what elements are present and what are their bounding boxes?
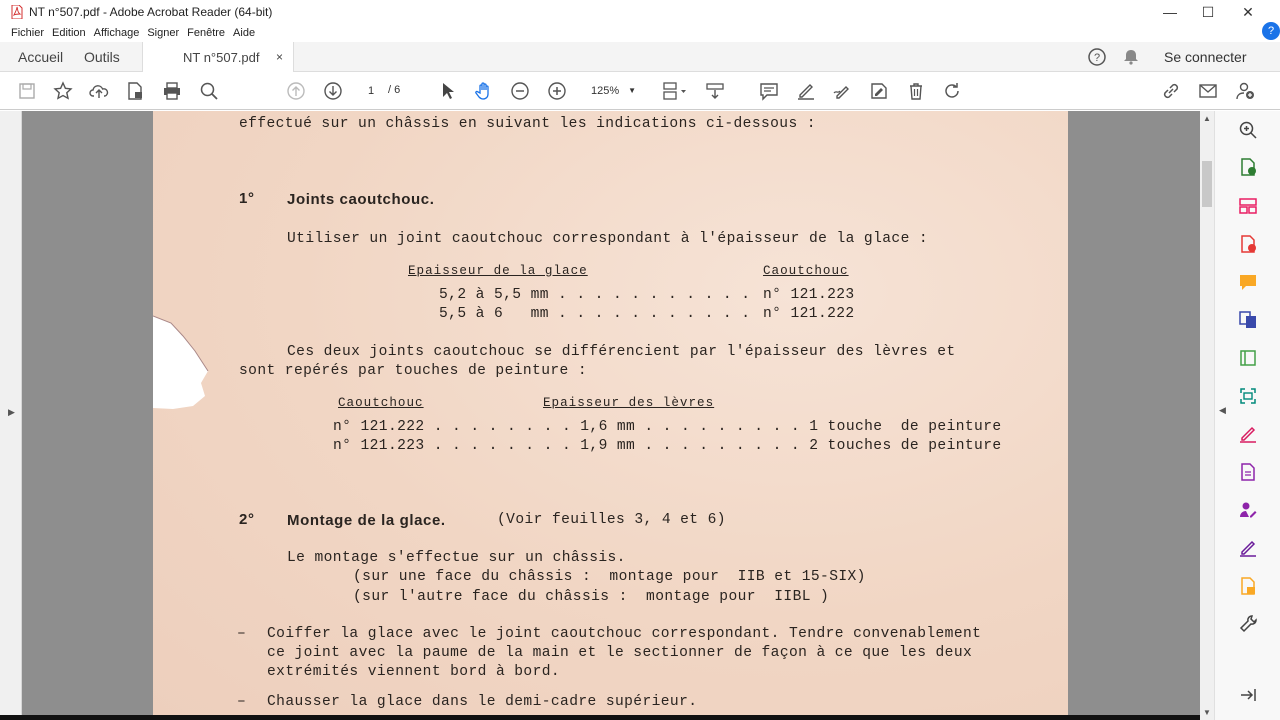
svg-text:?: ? — [1093, 52, 1101, 64]
create-pdf-icon[interactable] — [1236, 232, 1260, 256]
organize-pages-icon[interactable] — [1236, 194, 1260, 218]
scrollbar-thumb[interactable] — [1202, 161, 1212, 207]
vertical-scrollbar[interactable] — [1200, 111, 1214, 720]
window-titlebar — [0, 0, 1280, 24]
bookmark-star-icon[interactable] — [52, 80, 74, 102]
minimize-button[interactable]: — — [1163, 4, 1177, 20]
section1-para1: Utiliser un joint caoutchouc correspondant à l'épaisseur de la glace : — [287, 231, 929, 247]
pdf-page — [153, 111, 1068, 715]
tab-document[interactable] — [142, 42, 294, 73]
page-layout-icon[interactable] — [660, 80, 690, 102]
export-pdf-icon[interactable] — [1236, 155, 1260, 179]
expand-left-arrow-icon: ▶ — [8, 407, 15, 417]
menu-edition[interactable]: Edition — [52, 27, 86, 39]
table1-header-rubber: Caoutchouc — [763, 264, 849, 278]
section1-number: 1° — [239, 190, 255, 207]
table2-row1: n° 121.222 . . . . . . . . 1,6 mm . . . . . . . . . 1 touche de peinture — [333, 419, 1002, 435]
more-tools-icon[interactable] — [1236, 612, 1260, 636]
comment-tool-icon[interactable] — [1236, 270, 1260, 294]
table2-row2: n° 121.223 . . . . . . . . 1,9 mm . . . . . . . . . 2 touches de peinture — [333, 438, 1002, 454]
zoom-in-icon[interactable] — [546, 80, 568, 102]
table1-row1-label: 5,2 à 5,5 mm . . . . . . . . . . . — [439, 287, 751, 303]
compress-pdf-icon[interactable] — [1236, 346, 1260, 370]
table2-header-rubber: Caoutchouc — [338, 396, 424, 410]
section2-reference: (Voir feuilles 3, 4 et 6) — [497, 512, 726, 528]
page-number-input[interactable]: 1 — [367, 85, 375, 97]
section1-title: Joints caoutchouc. — [287, 191, 435, 208]
comment-icon[interactable] — [758, 80, 780, 102]
tab-outils[interactable]: Outils — [84, 49, 120, 65]
protect-document-icon[interactable] — [124, 80, 146, 102]
upload-cloud-icon[interactable] — [88, 80, 110, 102]
scan-ocr-icon[interactable] — [1236, 384, 1260, 408]
menu-fenetre[interactable]: Fenêtre — [187, 27, 226, 39]
section2-title: Montage de la glace. — [287, 512, 446, 529]
left-panel-toggle[interactable] — [0, 111, 22, 720]
combine-files-icon[interactable] — [1236, 308, 1260, 332]
email-envelope-icon[interactable] — [1197, 80, 1219, 102]
highlight-pen-icon[interactable] — [795, 80, 817, 102]
fill-and-sign-icon[interactable] — [1236, 422, 1260, 446]
table2-header-lips: Epaisseur des lèvres — [543, 396, 715, 410]
bullet1-dash: – — [237, 626, 247, 642]
page-total: / 6 — [388, 84, 401, 96]
menu-aide[interactable]: Aide — [233, 27, 256, 39]
window-title: NT n°507.pdf - Adobe Acrobat Reader (64-bit) — [29, 5, 273, 19]
scroll-mode-icon[interactable] — [704, 80, 726, 102]
chevron-down-icon: ▼ — [628, 86, 636, 95]
section2-para1: Le montage s'effectue sur un châssis. — [287, 550, 626, 566]
menu-fichier[interactable]: Fichier — [11, 27, 45, 39]
table1-row1-value: n° 121.223 — [763, 287, 855, 303]
bullet1-line1: Coiffer la glace avec le joint caoutchouc correspondant. Tendre convenablement — [267, 626, 982, 642]
scroll-down-arrow-icon[interactable]: ▼ — [1203, 708, 1211, 717]
collapse-panel-arrow-icon[interactable]: ◀ — [1219, 405, 1226, 415]
sign-in-link[interactable]: Se connecter — [1164, 49, 1247, 65]
rotate-icon[interactable] — [941, 80, 963, 102]
share-link-icon[interactable] — [1160, 80, 1182, 102]
table1-row2-value: n° 121.222 — [763, 306, 855, 322]
collapse-tools-pane-icon[interactable] — [1236, 683, 1260, 707]
section2-number: 2° — [239, 511, 255, 528]
torn-paper-corner — [153, 311, 213, 411]
zoom-tool-icon[interactable] — [1236, 118, 1260, 142]
zoom-value: 125% — [591, 85, 620, 97]
menu-bar — [0, 24, 1280, 42]
section2-para2: (sur une face du châssis : montage pour IIB et 15-SIX) — [353, 569, 866, 585]
save-icon[interactable] — [16, 80, 38, 102]
next-page-icon[interactable] — [322, 80, 344, 102]
intro-line: effectué sur un châssis en suivant les indications ci-dessous : — [239, 116, 816, 132]
prepare-form-icon[interactable] — [1236, 574, 1260, 598]
section1-para2-line2: sont repérés par touches de peinture : — [239, 363, 587, 379]
tab-accueil[interactable]: Accueil — [18, 49, 64, 65]
table1-row2-label: 5,5 à 6 mm . . . . . . . . . . . — [439, 306, 751, 322]
previous-page-icon[interactable] — [285, 80, 307, 102]
maximize-button[interactable]: ☐ — [1201, 3, 1215, 20]
section2-para3: (sur l'autre face du châssis : montage pour IIBL ) — [353, 589, 830, 605]
taskbar-edge — [0, 715, 1200, 720]
help-badge-icon[interactable]: ? — [1262, 22, 1280, 40]
print-icon[interactable] — [161, 80, 183, 102]
scroll-up-arrow-icon[interactable]: ▲ — [1203, 114, 1211, 123]
menu-affichage[interactable]: Affichage — [93, 27, 140, 39]
draw-freehand-icon[interactable] — [831, 80, 853, 102]
menu-signer[interactable]: Signer — [147, 27, 180, 39]
tab-bar — [0, 42, 1280, 72]
bullet1-line2: ce joint avec la paume de la main et le sectionner de façon à ce que les deux — [267, 645, 973, 661]
search-icon[interactable] — [198, 80, 220, 102]
select-cursor-icon[interactable] — [436, 80, 458, 102]
close-window-button[interactable]: ✕ — [1242, 3, 1254, 20]
bullet2-dash: – — [237, 694, 247, 710]
notification-bell-icon[interactable] — [1122, 42, 1140, 72]
add-user-icon[interactable] — [1234, 80, 1256, 102]
help-icon[interactable] — [1087, 42, 1107, 72]
acrobat-pdf-icon — [11, 5, 23, 19]
certificates-icon[interactable] — [1236, 536, 1260, 560]
fill-sign-icon[interactable] — [868, 80, 890, 102]
hand-tool-icon[interactable] — [473, 80, 495, 102]
section1-para2-line1: Ces deux joints caoutchouc se différencient par l'épaisseur des lèvres et — [287, 344, 956, 360]
edit-pdf-icon[interactable] — [1236, 460, 1260, 484]
document-tab-label: NT n°507.pdf — [183, 50, 260, 65]
bullet2-line1: Chausser la glace dans le demi-cadre supérieur. — [267, 694, 698, 710]
table1-header-thickness: Epaisseur de la glace — [408, 264, 588, 278]
zoom-select[interactable] — [582, 80, 642, 102]
zoom-out-icon[interactable] — [509, 80, 531, 102]
bullet1-line3: extrémités viennent bord à bord. — [267, 664, 561, 680]
delete-trash-icon[interactable] — [905, 80, 927, 102]
request-signature-icon[interactable] — [1236, 498, 1260, 522]
close-tab-icon[interactable]: × — [275, 50, 283, 64]
